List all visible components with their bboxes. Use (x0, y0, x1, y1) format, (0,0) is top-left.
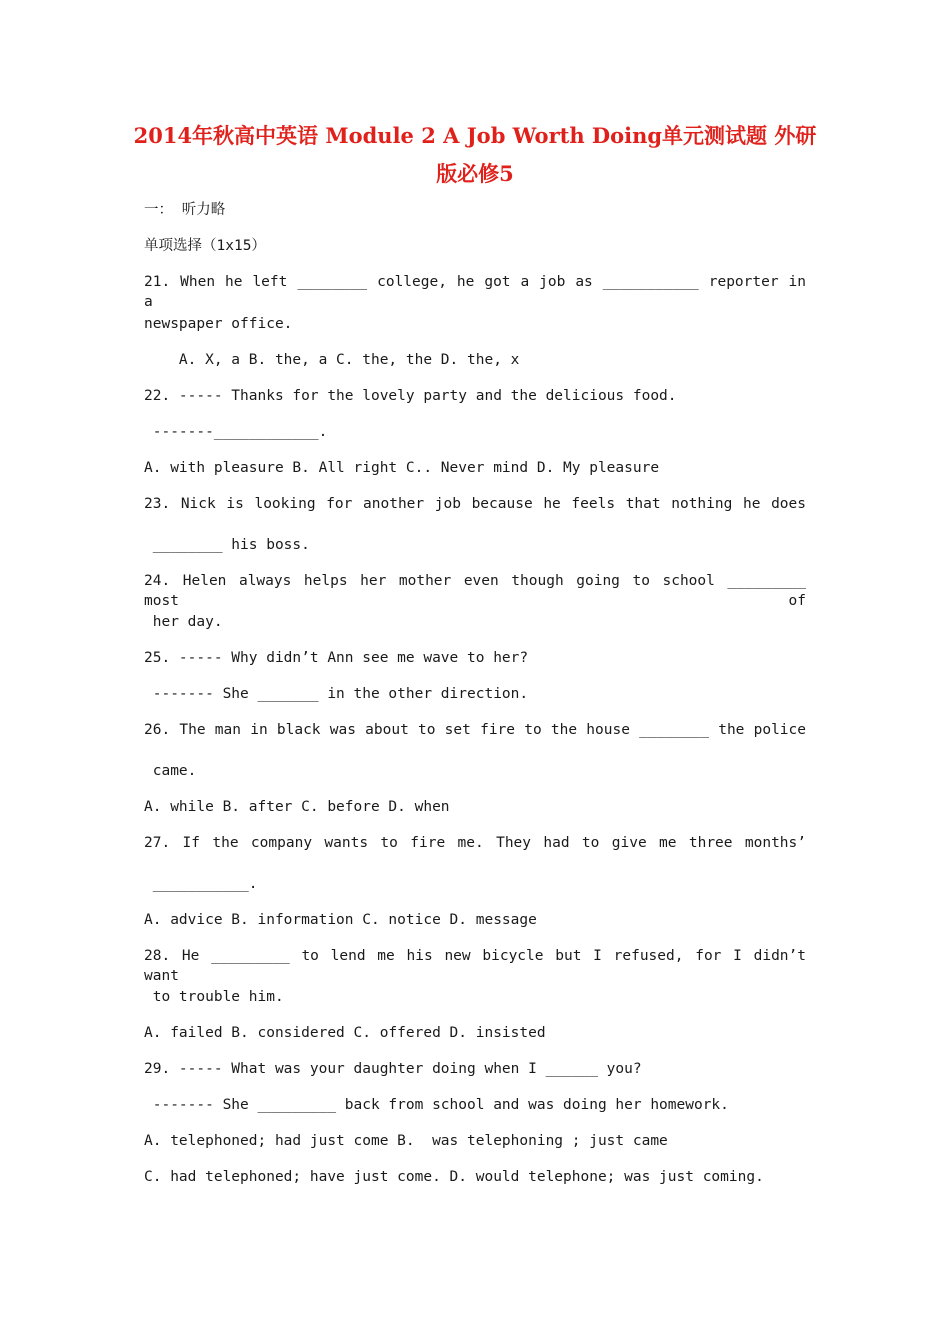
question-22-reply: -------____________. (144, 424, 328, 440)
question-21-options: A. X, a B. the, a C. the, the D. the, x (144, 352, 520, 368)
question-28-options: A. failed B. considered C. offered D. insisted (144, 1025, 546, 1041)
title-line-2: 版必修5 (436, 161, 514, 186)
question-21: 21. When he left ________ college, he got a job as ___________ reporter in a (144, 274, 806, 310)
question-22: 22. ----- Thanks for the lovely party and the delicious food. (144, 388, 677, 404)
question-25: 25. ----- Why didn’t Ann see me wave to her? (144, 650, 529, 666)
question-24: 24. Helen always helps her mother even though going to school _________ most of (144, 573, 806, 609)
question-27-cont: ___________. (144, 876, 258, 892)
question-28: 28. He _________ to lend me his new bicycle but I refused, for I didn’t want (144, 948, 806, 984)
question-25-reply: ------- She _______ in the other direction. (144, 686, 529, 702)
question-29-options-ab: A. telephoned; had just come B. was telephoning ; just came (144, 1133, 668, 1149)
question-29-options-cd: C. had telephoned; have just come. D. would telephone; was just coming. (144, 1169, 764, 1185)
question-27: 27. If the company wants to fire me. They had to give me three months’ (144, 835, 806, 851)
question-23: 23. Nick is looking for another job because he feels that nothing he does (144, 496, 806, 512)
question-24-cont: her day. (144, 614, 223, 630)
question-26-cont: came. (144, 763, 197, 779)
question-26: 26. The man in black was about to set fire to the house ________ the police (144, 722, 806, 738)
question-22-options: A. with pleasure B. All right C.. Never mind D. My pleasure (144, 460, 660, 476)
question-29: 29. ----- What was your daughter doing when I ______ you? (144, 1061, 642, 1077)
question-23-cont: ________ his boss. (144, 537, 310, 553)
question-28-cont: to trouble him. (144, 989, 284, 1005)
question-21-cont: newspaper office. (144, 316, 293, 332)
question-27-options: A. advice B. information C. notice D. message (144, 912, 537, 928)
question-29-reply: ------- She _________ back from school and was doing her homework. (144, 1097, 729, 1113)
title-line-1: 2014年秋高中英语 Module 2 A Job Worth Doing单元测试题 外研 (133, 123, 817, 148)
question-26-options: A. while B. after C. before D. when (144, 799, 450, 815)
section-listening: 一： 听力略 (144, 202, 226, 218)
section-choice: 单项选择（1x15） (144, 238, 266, 254)
